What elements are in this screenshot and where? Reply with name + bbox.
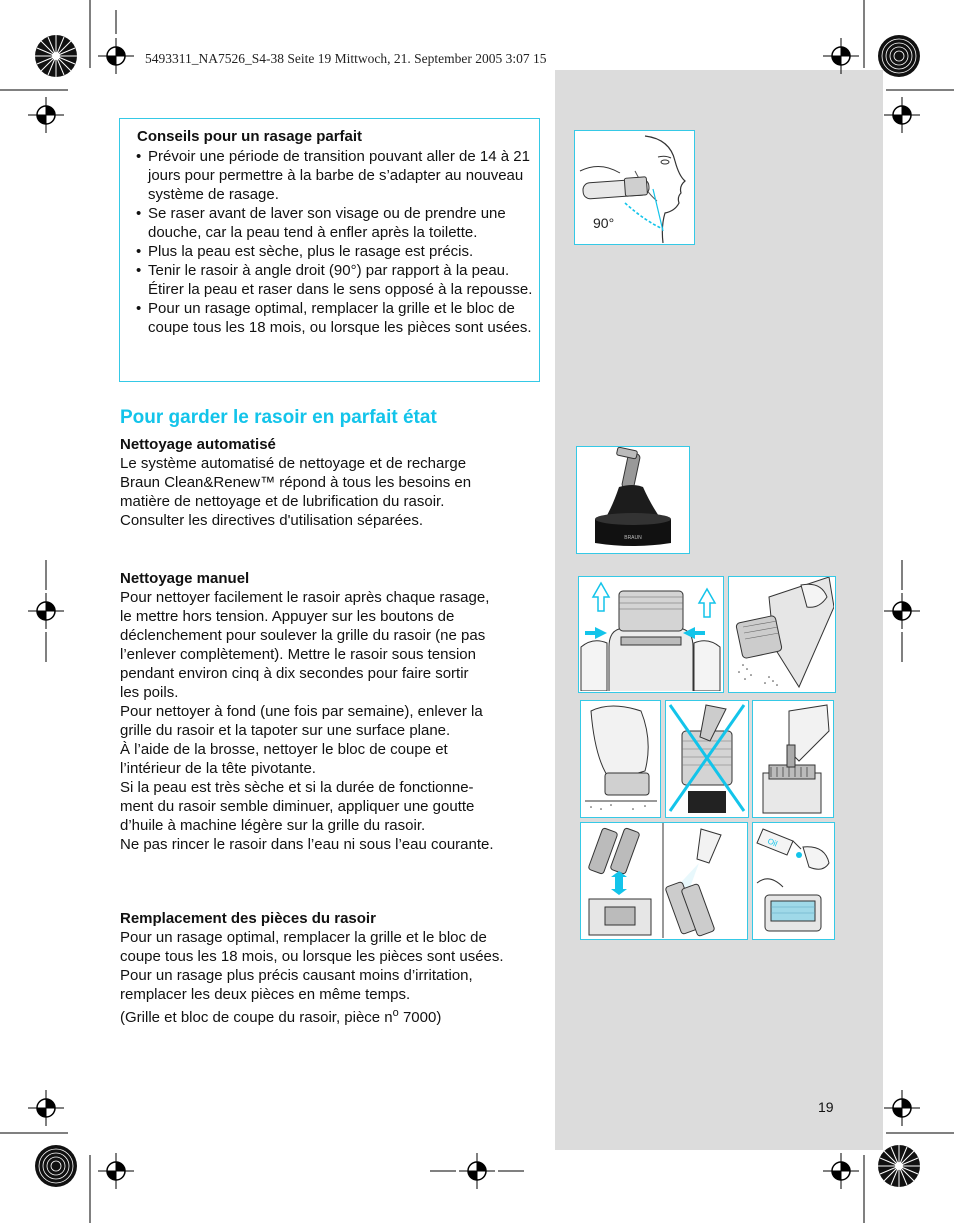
- tip-item: • Tenir le rasoir à angle droit (90°) par rapport à la peau. Étirer la peau et raser dans le sens opposé à la repousse.: [136, 261, 536, 299]
- tap-foil-illustration: [580, 700, 661, 818]
- manual-cleaning-line: Ne pas rincer le rasoir dans l’eau ni sous l’eau courante.: [120, 836, 494, 853]
- manual-cleaning-section: [120, 569, 540, 854]
- tips-box: [119, 118, 540, 382]
- replacement-title: Remplacement des pièces du rasoir: [120, 910, 376, 927]
- manual-cleaning-line: l’intérieur de la tête pivotante.: [120, 760, 316, 777]
- tip-item: • Prévoir une période de transition pouvant aller de 14 à 21 jours pour permettre à la barbe de s’adapter au nouveau système de rasage.: [136, 147, 536, 204]
- part-sup: o: [392, 1007, 399, 1019]
- manual-cleaning-line: Pour nettoyer à fond (une fois par semaine), enlever la: [120, 703, 483, 720]
- oil-foil-illustration: [752, 822, 835, 940]
- manual-cleaning-line: les poils.: [120, 684, 179, 701]
- manual-cleaning-line: grille du rasoir et la tapoter sur une surface plane.: [120, 722, 451, 739]
- manual-cleaning-line: À l’aide de la brosse, nettoyer le bloc de coupe et: [120, 741, 448, 758]
- release-buttons-illustration: [578, 576, 724, 693]
- manual-cleaning-line: d’huile à machine légère sur la grille du rasoir.: [120, 817, 426, 834]
- clean-renew-station-illustration: [576, 446, 690, 554]
- auto-cleaning-line: Consulter les directives d'utilisation séparées.: [120, 512, 424, 529]
- manual-cleaning-line: déclenchement pour soulever la grille du rasoir (ne pas: [120, 627, 486, 644]
- oil-label: Oil: [766, 836, 779, 849]
- tip-item: • Plus la peau est sèche, plus le rasage est précis.: [136, 242, 536, 261]
- manual-cleaning-line: le mettre hors tension. Appuyer sur les boutons de: [120, 608, 455, 625]
- replacement-part-number: [120, 1004, 540, 1027]
- no-brush-foil-illustration: [665, 700, 749, 818]
- angle-label: 90°: [593, 215, 615, 231]
- brush-cutter-illustration: [752, 700, 834, 818]
- manual-cleaning-line: ment du rasoir semble diminuer, appliquer une goutte: [120, 798, 475, 815]
- auto-cleaning-line: Braun Clean&Renew™ répond à tous les besoins en: [120, 474, 472, 491]
- section-title: Pour garder le rasoir en parfait état: [120, 407, 437, 428]
- part-suffix: 7000): [398, 1009, 442, 1026]
- auto-cleaning-section: [120, 435, 540, 530]
- registration-rosette: [33, 33, 79, 79]
- registration-rosette: [876, 1143, 922, 1189]
- registration-rosette: [33, 1143, 79, 1189]
- replacement-line: Pour un rasage plus précis causant moins d’irritation,: [120, 967, 473, 984]
- replacement-line: remplacer les deux pièces en même temps.: [120, 986, 411, 1003]
- page-number: 19: [818, 1099, 834, 1115]
- part-prefix: (Grille et bloc de coupe du rasoir, pièce n: [120, 1009, 393, 1026]
- replacement-line: coupe tous les 18 mois, ou lorsque les pièces sont usées.: [120, 948, 504, 965]
- auto-cleaning-line: Le système automatisé de nettoyage et de recharge: [120, 455, 467, 472]
- registration-rosette: [876, 33, 922, 79]
- tip-item: • Se raser avant de laver son visage ou de prendre une douche, car la peau tend à enfler après la toilette.: [136, 204, 536, 242]
- replace-parts-illustration: [580, 822, 748, 940]
- auto-cleaning-line: matière de nettoyage et de lubrification du rasoir.: [120, 493, 445, 510]
- replacement-line: Pour un rasage optimal, remplacer la grille et le bloc de: [120, 929, 487, 946]
- tip-item: • Pour un rasage optimal, remplacer la grille et le bloc de coupe tous les 18 mois, ou lorsque les pièces sont usées.: [136, 299, 536, 337]
- shaving-angle-illustration: [574, 130, 695, 245]
- replacement-section: [120, 909, 540, 1027]
- manual-cleaning-line: pendant environ cinq à dix secondes pour faire sortir: [120, 665, 469, 682]
- tips-title: Conseils pour un rasage parfait: [137, 128, 363, 145]
- print-header: 5493311_NA7526_S4-38 Seite 19 Mittwoch, 21. September 2005 3:07 15: [145, 51, 547, 66]
- manual-cleaning-line: l’enlever complètement). Mettre le rasoir sous tension: [120, 646, 476, 663]
- manual-cleaning-line: Pour nettoyer facilement le rasoir après chaque rasage,: [120, 589, 490, 606]
- manual-cleaning-line: Si la peau est très sèche et si la durée de fonctionne-: [120, 779, 474, 796]
- braun-logo: BRAUN: [624, 535, 642, 541]
- tips-list: [136, 147, 536, 337]
- manual-cleaning-title: Nettoyage manuel: [120, 570, 250, 587]
- shaver-running-illustration: [728, 576, 836, 693]
- auto-cleaning-title: Nettoyage automatisé: [120, 436, 276, 453]
